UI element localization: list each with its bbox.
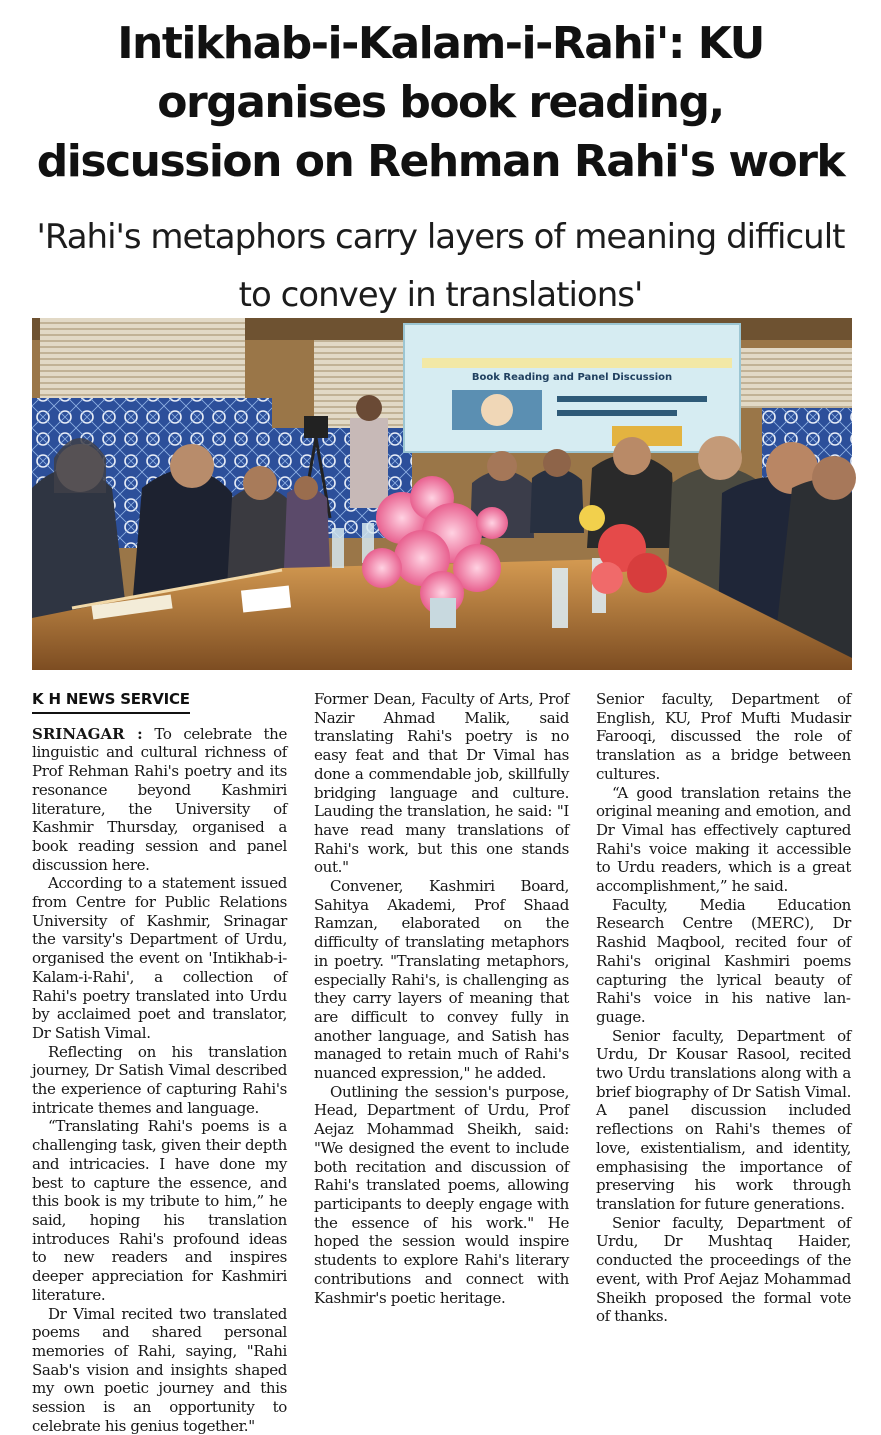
banner-text: Book Reading and Panel Discussion (472, 372, 672, 383)
paragraph-13: Senior faculty, Department of Urdu, Dr Mushtaq Haider, conducted the proceedings of the event, with Prof Aejaz Mohammad Sheikh proposed the formal vote of thanks. (596, 1214, 851, 1326)
headline: Intikhab-i-Kalam-i-Rahi': KU organises book reading, discussion on Rehman Rahi's work (30, 14, 851, 191)
event-photo (32, 318, 852, 670)
paragraph-1 (32, 725, 287, 875)
paragraph-10: “A good translation retains the original meaning and emotion, and Dr Vimal has effectively captured Rahi's voice making it accessible to Urdu readers, which is a great accomplishment,” he said. (596, 784, 851, 896)
paragraph-9: Senior faculty, Department of English, KU, Prof Mufti Mudasir Farooqi, discussed the role of translation as a bridge between cultures. (596, 690, 851, 784)
paragraph-12: Senior faculty, Department of Urdu, Dr Kousar Rasool, recited two Urdu translations along with a brief biography of Dr Satish Vimal. A panel discussion included reflections on Rahi's themes of love, existentialism, and identity, emphasising the importance of preserving his work through translation for future generations. (596, 1027, 851, 1214)
paragraph-2: According to a statement issued from Centre for Public Relations University of Kashmir, Srinagar the varsity's Department of Urdu, organised the event on 'Intikhab-i-Kalam-i-Rahi', a collection of Rahi's poetry translated into Urdu by acclaimed poet and translator, Dr Satish Vimal. (32, 874, 287, 1042)
subheadline: 'Rahi's metaphors carry layers of meaning difficult to convey in translations' (30, 208, 851, 324)
paragraph-11: Faculty, Media Education Research Centre (MERC), Dr Rashid Maqbool, recited four of Rahi's original Kashmiri poems capturing the lyrical beauty of Rahi's voice in his native language. (596, 896, 851, 1027)
paragraph-1-text: To celebrate the linguistic and cultural richness of Prof Rehman Rahi's poetry and its resonance beyond Kashmiri literature, the University of Kashmir Thursday, organised a book reading session and panel discussion here. (32, 725, 287, 874)
dateline: SRINAGAR : (32, 725, 143, 743)
paragraph-4: “Translating Rahi's poems is a challenging task, given their depth and intricacies. I have done my best to capture the essence, and this book is my tribute to him,” he said, hoping his translation introduces Rahi's profound ideas to new readers and inspires deeper appreciation for Kashmiri literature. (32, 1117, 287, 1304)
byline: K H NEWS SERVICE (32, 690, 190, 714)
column-2 (314, 690, 569, 1412)
paragraph-6: Former Dean, Faculty of Arts, Prof Nazir Ahmad Malik, said translating Rahi's poetry is no easy feat and that Dr Vimal has done a commendable job, skillfully bridging language and culture. Lauding the translation, he said: "I have read many translations of Rahi's work, but this one stands out." (314, 690, 569, 877)
paragraph-7: Convener, Kashmiri Board, Sahitya Akademi, Prof Shaad Ramzan, elaborated on the difficulty of translating metaphors in poetry. "Translating metaphors, especially Rahi's, is challenging as they carry layers of meaning that are difficult to convey fully in another language, and Satish has managed to retain much of Rahi's nuanced expression," he added. (314, 877, 569, 1083)
column-3 (596, 690, 851, 1412)
paragraph-5: Dr Vimal recited two translated poems and shared personal memories of Rahi, saying, "Rahi Saab's vision and insights shaped my own poetic journey and this session is an opportunity to celebrate his genius together." (32, 1305, 287, 1435)
paragraph-3: Reflecting on his translation journey, Dr Satish Vimal described the experience of capturing Rahi's intricate themes and language. (32, 1043, 287, 1118)
paragraph-8: Outlining the session's purpose, Head, Department of Urdu, Prof Aejaz Mohammad Sheikh, said: "We designed the event to include both recitation and discussion of Rahi's translated poems, allowing participants to deeply engage with the essence of his work." He hoped the session would inspire students to explore Rahi's literary contributions and connect with Kashmir's poetic heritage. (314, 1083, 569, 1307)
column-1 (32, 690, 287, 1412)
